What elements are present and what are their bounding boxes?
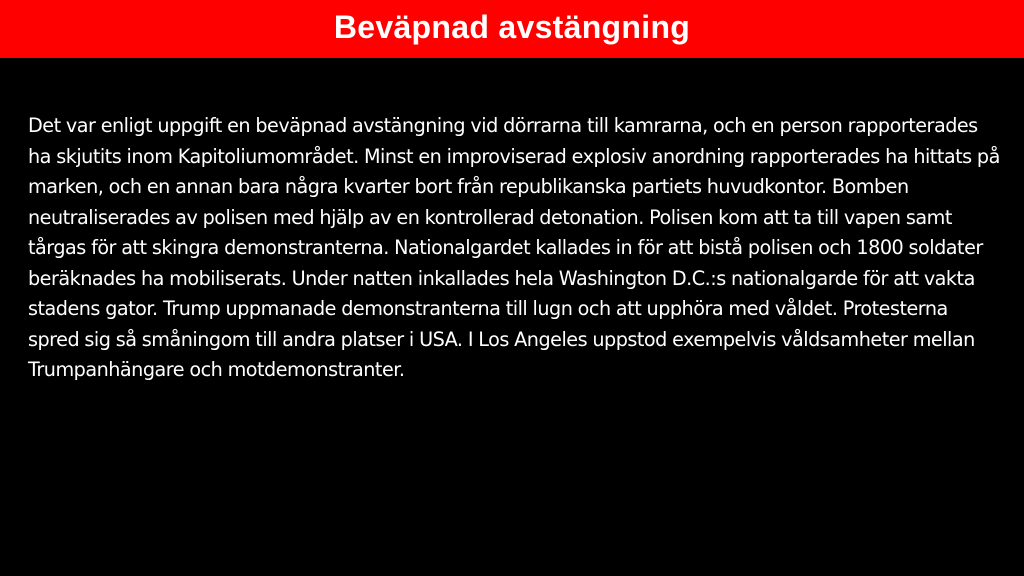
title-bar bbox=[0, 0, 1024, 58]
slide-title: Beväpnad avstängning bbox=[333, 8, 691, 45]
slide-body-text: Det var enligt uppgift en beväpnad avstängning vid dörrarna till kamrarna, och en person rapporterades ha skjutits inom Kapitoliumområdet. Minst en improviserad explosiv anordning rapporterades ha hittats på marken, och en annan bara några kvarter bort från republikanska partiets huvudkontor. Bomben neutraliserades av polisen med hjälp av en kontrollerad detonation. Polisen kom att ta till vapen samt tårgas för att skingra demonstranterna. Nationalgardet kallades in för att bistå polisen och 1800 soldater beräknades ha mobiliserats. Under natten inkallades hela Washington D.C.:s nationalgarde för att vakta stadens gator. Trump uppmanade demonstranterna till lugn och att upphöra med våldet. Protesterna spred sig så småningom till andra platser i USA. I Los Angeles uppstod exempelvis våldsamheter mellan Trumpanhängare och motdemonstranter. bbox=[28, 114, 1000, 381]
